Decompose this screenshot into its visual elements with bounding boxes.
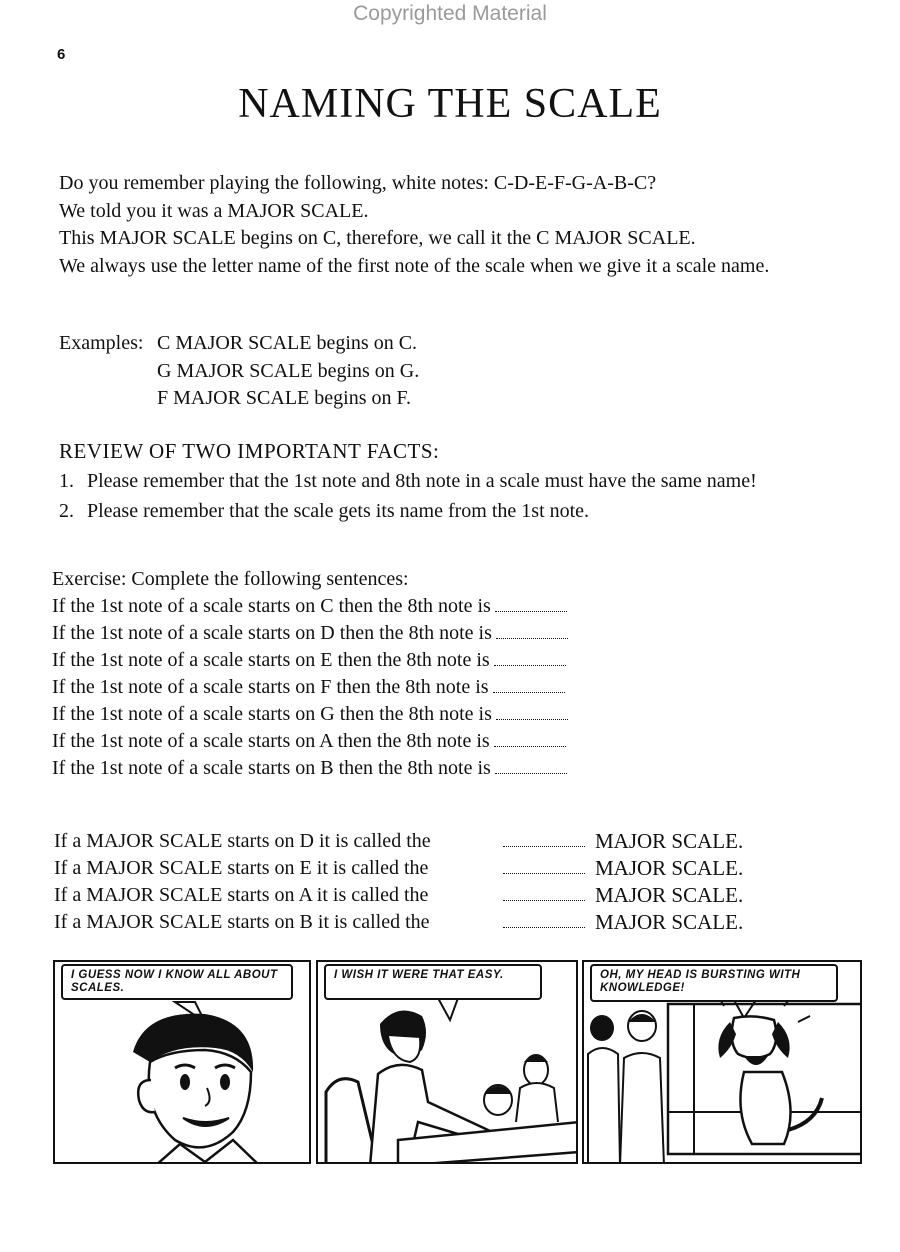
intro-line: We always use the letter name of the first note of the scale when we give it a scale name. (59, 254, 770, 277)
examples-label: Examples: (59, 332, 144, 354)
scale-question-text: If a MAJOR SCALE starts on B it is called the (54, 911, 430, 933)
exercise-text: If the 1st note of a scale starts on G then the 8th note is (52, 703, 492, 725)
example-line: G MAJOR SCALE begins on G. (157, 359, 420, 382)
scale-question (54, 855, 743, 882)
review-item (59, 466, 859, 496)
scale-suffix: MAJOR SCALE. (595, 856, 744, 880)
exercise-line (52, 728, 568, 755)
answer-blank[interactable] (496, 622, 568, 639)
scale-suffix: MAJOR SCALE. (595, 829, 744, 853)
answer-blank[interactable] (494, 649, 566, 666)
page-number: 6 (57, 46, 66, 63)
review-item-number: 2. (59, 500, 74, 522)
exercise-text: If the 1st note of a scale starts on F then the 8th note is (52, 676, 489, 698)
scale-question (54, 882, 743, 909)
speech-balloon: OH, MY HEAD IS BURSTING WITH KNOWLEDGE! (590, 964, 838, 1002)
intro-paragraph (59, 170, 859, 280)
speech-balloon: I GUESS NOW I KNOW ALL ABOUT SCALES. (61, 964, 293, 1000)
speech-balloon: I WISH IT WERE THAT EASY. (324, 964, 542, 1000)
intro-line: We told you it was a MAJOR SCALE. (59, 199, 369, 222)
answer-blank[interactable] (495, 595, 567, 612)
scale-questions-block (54, 828, 743, 936)
scale-question (54, 909, 743, 936)
answer-blank[interactable] (503, 909, 585, 928)
comic-panel-teacher (316, 960, 578, 1164)
review-item-number: 1. (59, 470, 74, 492)
watermark: Copyrighted Material (353, 2, 547, 25)
answer-blank[interactable] (495, 757, 567, 774)
exercise-line (52, 647, 568, 674)
exercise-text: If the 1st note of a scale starts on C then the 8th note is (52, 595, 491, 617)
review-item-text: Please remember that the scale gets its name from the 1st note. (87, 500, 590, 522)
review-item (59, 496, 859, 526)
exercise-heading: Exercise: Complete the following sentences: (52, 568, 409, 590)
scale-question-text: If a MAJOR SCALE starts on E it is called the (54, 857, 429, 879)
exercise-line (52, 674, 568, 701)
review-item-text: Please remember that the 1st note and 8th note in a scale must have the same name! (87, 470, 757, 492)
exercise-line (52, 701, 568, 728)
exercise-text: If the 1st note of a scale starts on A then the 8th note is (52, 730, 490, 752)
scale-question-text: If a MAJOR SCALE starts on A it is called the (54, 884, 429, 906)
answer-blank[interactable] (503, 828, 585, 847)
intro-line: This MAJOR SCALE begins on C, therefore, we call it the C MAJOR SCALE. (59, 227, 696, 249)
review-block (59, 436, 859, 526)
answer-blank[interactable] (493, 676, 565, 693)
exercise-line (52, 593, 568, 620)
comic-panel-dog (582, 960, 862, 1164)
example-line: F MAJOR SCALE begins on F. (157, 387, 411, 409)
example-line: C MAJOR SCALE begins on C. (157, 332, 418, 354)
scale-suffix: MAJOR SCALE. (595, 883, 744, 907)
scale-question-text: If a MAJOR SCALE starts on D it is called the (54, 830, 431, 852)
scale-suffix: MAJOR SCALE. (595, 910, 744, 934)
review-heading: REVIEW OF TWO IMPORTANT FACTS: (59, 439, 440, 463)
answer-blank[interactable] (503, 855, 585, 874)
exercise-block (52, 566, 568, 782)
exercise-text: If the 1st note of a scale starts on B then the 8th note is (52, 757, 491, 779)
intro-line: Do you remember playing the following, white notes: C-D-E-F-G-A-B-C? (59, 172, 657, 194)
answer-blank[interactable] (494, 730, 566, 747)
comic-panel-boy (53, 960, 311, 1164)
exercise-text: If the 1st note of a scale starts on D then the 8th note is (52, 622, 492, 644)
scale-question (54, 828, 743, 855)
page-title: NAMING THE SCALE (238, 81, 662, 127)
exercise-text: If the 1st note of a scale starts on E then the 8th note is (52, 649, 490, 671)
answer-blank[interactable] (496, 703, 568, 720)
examples-block (59, 330, 419, 413)
answer-blank[interactable] (503, 882, 585, 901)
exercise-line (52, 755, 568, 782)
exercise-line (52, 620, 568, 647)
